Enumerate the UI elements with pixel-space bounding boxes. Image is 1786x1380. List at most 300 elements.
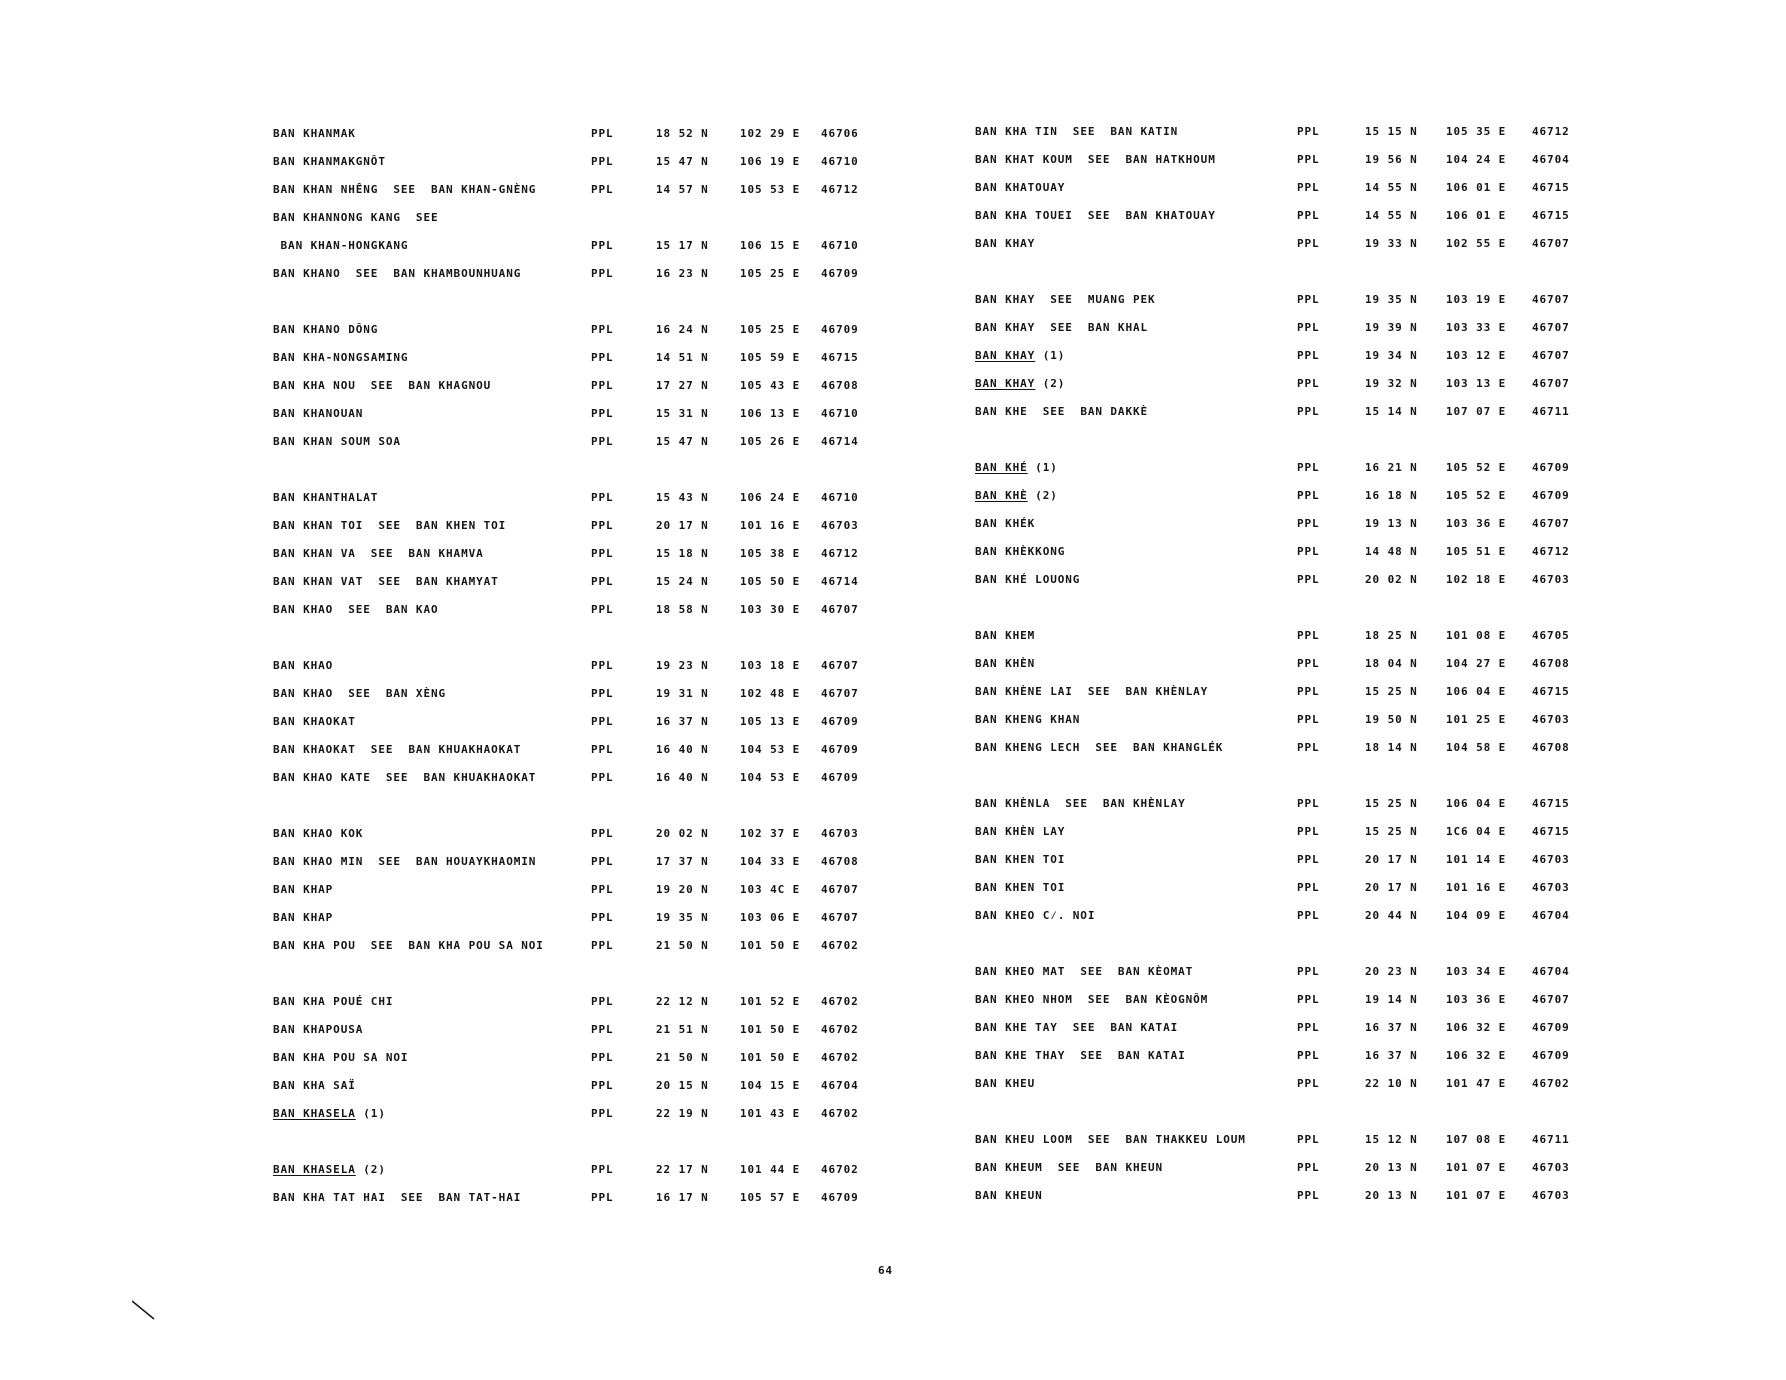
entry-sheet-code: 46708 bbox=[1532, 741, 1570, 754]
entry-name: BAN KHAN TOI SEE BAN KHEN TOI bbox=[273, 519, 507, 532]
entry-sheet-code: 46709 bbox=[821, 323, 859, 336]
entry-latitude: 16 37 N bbox=[1365, 1049, 1418, 1062]
entry-sheet-code: 46711 bbox=[1532, 405, 1570, 418]
entry-name: BAN KHANMAKGNÔT bbox=[273, 155, 386, 168]
entry-type: PPL bbox=[591, 687, 614, 700]
entry-name bbox=[975, 374, 1065, 394]
entry-name: BAN KHANNONG KANG SEE bbox=[273, 211, 439, 224]
entry-name: BAN KHE SEE BAN DAKKÈ bbox=[975, 405, 1149, 418]
entry-longitude: 106 24 E bbox=[740, 491, 801, 504]
entry-name-suffix: (1) bbox=[1027, 461, 1058, 474]
entry-longitude: 106 15 E bbox=[740, 239, 801, 252]
entry-latitude: 18 14 N bbox=[1365, 741, 1418, 754]
entry-sheet-code: 46715 bbox=[1532, 797, 1570, 810]
entry-sheet-code: 46712 bbox=[1532, 545, 1570, 558]
entry-latitude: 20 13 N bbox=[1365, 1189, 1418, 1202]
entry-type: PPL bbox=[1297, 237, 1320, 250]
entry-name: BAN KHEU bbox=[975, 1077, 1036, 1090]
entry-type: PPL bbox=[591, 603, 614, 616]
entry-type: PPL bbox=[591, 855, 614, 868]
entry-longitude: 105 53 E bbox=[740, 183, 801, 196]
entry-name-underlined: BAN KHÉ bbox=[975, 461, 1028, 474]
entry-name: BAN KHAN NHÊNG SEE BAN KHAN-GNÈNG bbox=[273, 183, 537, 196]
entry-latitude: 19 20 N bbox=[656, 883, 709, 896]
entry-sheet-code: 46704 bbox=[1532, 965, 1570, 978]
entry-type: PPL bbox=[591, 659, 614, 672]
entry-longitude: 106 13 E bbox=[740, 407, 801, 420]
entry-name: BAN KHAO KOK bbox=[273, 827, 364, 840]
entry-type: PPL bbox=[1297, 489, 1320, 502]
entry-sheet-code: 46711 bbox=[1532, 1133, 1570, 1146]
entry-latitude: 14 55 N bbox=[1365, 209, 1418, 222]
entry-sheet-code: 46707 bbox=[1532, 377, 1570, 390]
entry-name-underlined: BAN KHÈ bbox=[975, 489, 1028, 502]
entry-name: BAN KHA POU SA NOI bbox=[273, 1051, 409, 1064]
entry-longitude: 105 51 E bbox=[1446, 545, 1507, 558]
entry-name: BAN KHÈN LAY bbox=[975, 825, 1066, 838]
entry-latitude: 20 23 N bbox=[1365, 965, 1418, 978]
entry-type: PPL bbox=[591, 743, 614, 756]
entry-type: PPL bbox=[591, 267, 614, 280]
entry-longitude: 103 30 E bbox=[740, 603, 801, 616]
entry-sheet-code: 46709 bbox=[1532, 1021, 1570, 1034]
entry-sheet-code: 46707 bbox=[1532, 321, 1570, 334]
entry-type: PPL bbox=[591, 883, 614, 896]
entry-sheet-code: 46709 bbox=[1532, 461, 1570, 474]
entry-type: PPL bbox=[1297, 881, 1320, 894]
entry-longitude: 105 59 E bbox=[740, 351, 801, 364]
entry-type: PPL bbox=[1297, 909, 1320, 922]
entry-name-suffix: (1) bbox=[355, 1107, 386, 1120]
entry-type: PPL bbox=[1297, 1189, 1320, 1202]
entry-type: PPL bbox=[1297, 1133, 1320, 1146]
entry-type: PPL bbox=[591, 575, 614, 588]
entry-latitude: 21 50 N bbox=[656, 1051, 709, 1064]
entry-longitude: 105 52 E bbox=[1446, 461, 1507, 474]
entry-sheet-code: 46712 bbox=[821, 547, 859, 560]
entry-type: PPL bbox=[591, 939, 614, 952]
entry-name: BAN KHANO DÔNG bbox=[273, 323, 379, 336]
entry-longitude: 102 18 E bbox=[1446, 573, 1507, 586]
entry-type: PPL bbox=[1297, 657, 1320, 670]
entry-name: BAN KHAY SEE BAN KHAL bbox=[975, 321, 1149, 334]
entry-name: BAN KHAO KATE SEE BAN KHUAKHAOKAT bbox=[273, 771, 537, 784]
entry-longitude: 103 19 E bbox=[1446, 293, 1507, 306]
entry-longitude: 105 57 E bbox=[740, 1191, 801, 1204]
entry-type: PPL bbox=[1297, 1021, 1320, 1034]
entry-name: BAN KHEO MAT SEE BAN KÈOMAT bbox=[975, 965, 1194, 978]
entry-latitude: 20 02 N bbox=[1365, 573, 1418, 586]
entry-name: BAN KHÈKKONG bbox=[975, 545, 1066, 558]
entry-sheet-code: 46707 bbox=[821, 603, 859, 616]
entry-longitude: 106 19 E bbox=[740, 155, 801, 168]
entry-name: BAN KHEUN bbox=[975, 1189, 1043, 1202]
entry-longitude: 101 07 E bbox=[1446, 1189, 1507, 1202]
entry-type: PPL bbox=[591, 127, 614, 140]
entry-type: PPL bbox=[591, 435, 614, 448]
entry-longitude: 103 4C E bbox=[740, 883, 801, 896]
entry-name-suffix: (2) bbox=[1035, 377, 1066, 390]
entry-name: BAN KHAO SEE BAN XÈNG bbox=[273, 687, 447, 700]
entry-longitude: 102 37 E bbox=[740, 827, 801, 840]
entry-sheet-code: 46704 bbox=[1532, 909, 1570, 922]
entry-longitude: 106 32 E bbox=[1446, 1049, 1507, 1062]
entry-longitude: 106 01 E bbox=[1446, 209, 1507, 222]
entry-sheet-code: 46710 bbox=[821, 491, 859, 504]
entry-sheet-code: 46710 bbox=[821, 155, 859, 168]
entry-type: PPL bbox=[1297, 713, 1320, 726]
entry-longitude: 104 53 E bbox=[740, 771, 801, 784]
entry-latitude: 22 10 N bbox=[1365, 1077, 1418, 1090]
entry-latitude: 19 14 N bbox=[1365, 993, 1418, 1006]
entry-sheet-code: 46709 bbox=[821, 267, 859, 280]
entry-name: BAN KHÈN bbox=[975, 657, 1036, 670]
entry-type: PPL bbox=[1297, 545, 1320, 558]
entry-name bbox=[975, 458, 1058, 478]
entry-latitude: 15 15 N bbox=[1365, 125, 1418, 138]
entry-latitude: 16 37 N bbox=[656, 715, 709, 728]
entry-latitude: 18 04 N bbox=[1365, 657, 1418, 670]
entry-latitude: 19 13 N bbox=[1365, 517, 1418, 530]
entry-name: BAN KHAO bbox=[273, 659, 334, 672]
entry-name: BAN KHA SAÏ bbox=[273, 1079, 356, 1092]
entry-type: PPL bbox=[1297, 209, 1320, 222]
entry-type: PPL bbox=[1297, 125, 1320, 138]
entry-name: BAN KHAO MIN SEE BAN HOUAYKHAOMIN bbox=[273, 855, 537, 868]
entry-name: BAN KHAOKAT SEE BAN KHUAKHAOKAT bbox=[273, 743, 522, 756]
entry-sheet-code: 46707 bbox=[1532, 517, 1570, 530]
entry-type: PPL bbox=[591, 911, 614, 924]
entry-name: BAN KHE THAY SEE BAN KATAI bbox=[975, 1049, 1186, 1062]
entry-name bbox=[273, 1104, 386, 1124]
entry-name bbox=[273, 1160, 386, 1180]
entry-sheet-code: 46714 bbox=[821, 435, 859, 448]
entry-latitude: 15 43 N bbox=[656, 491, 709, 504]
entry-name: BAN KHANOUAN bbox=[273, 407, 364, 420]
entry-latitude: 15 47 N bbox=[656, 155, 709, 168]
entry-longitude: 104 15 E bbox=[740, 1079, 801, 1092]
entry-longitude: 101 47 E bbox=[1446, 1077, 1507, 1090]
entry-sheet-code: 46704 bbox=[821, 1079, 859, 1092]
entry-latitude: 22 12 N bbox=[656, 995, 709, 1008]
entry-sheet-code: 46703 bbox=[821, 519, 859, 532]
entry-type: PPL bbox=[591, 239, 614, 252]
entry-sheet-code: 46703 bbox=[1532, 853, 1570, 866]
entry-name: BAN KHA POUÉ CHI bbox=[273, 995, 394, 1008]
entry-type: PPL bbox=[1297, 825, 1320, 838]
entry-sheet-code: 46707 bbox=[1532, 237, 1570, 250]
entry-sheet-code: 46707 bbox=[821, 687, 859, 700]
entry-sheet-code: 46703 bbox=[1532, 1161, 1570, 1174]
entry-latitude: 17 27 N bbox=[656, 379, 709, 392]
entry-type: PPL bbox=[1297, 349, 1320, 362]
entry-type: PPL bbox=[1297, 741, 1320, 754]
entry-longitude: 103 34 E bbox=[1446, 965, 1507, 978]
entry-name-suffix: (2) bbox=[355, 1163, 386, 1176]
entry-sheet-code: 46702 bbox=[821, 1163, 859, 1176]
entry-longitude: 104 09 E bbox=[1446, 909, 1507, 922]
entry-type: PPL bbox=[1297, 405, 1320, 418]
entry-name: BAN KHEM bbox=[975, 629, 1036, 642]
entry-sheet-code: 46707 bbox=[1532, 993, 1570, 1006]
entry-sheet-code: 46702 bbox=[821, 995, 859, 1008]
entry-latitude: 20 17 N bbox=[1365, 881, 1418, 894]
entry-name: BAN KHAOKAT bbox=[273, 715, 356, 728]
entry-latitude: 19 50 N bbox=[1365, 713, 1418, 726]
entry-latitude: 18 25 N bbox=[1365, 629, 1418, 642]
entry-longitude: 104 58 E bbox=[1446, 741, 1507, 754]
entry-longitude: 106 32 E bbox=[1446, 1021, 1507, 1034]
entry-name: BAN KHANO SEE BAN KHAMBOUNHUANG bbox=[273, 267, 522, 280]
entry-latitude: 20 17 N bbox=[1365, 853, 1418, 866]
entry-sheet-code: 46703 bbox=[1532, 713, 1570, 726]
entry-latitude: 15 12 N bbox=[1365, 1133, 1418, 1146]
entry-type: PPL bbox=[1297, 993, 1320, 1006]
entry-name: BAN KHENG LECH SEE BAN KHANGLÉK bbox=[975, 741, 1224, 754]
entry-type: PPL bbox=[591, 407, 614, 420]
entry-latitude: 21 50 N bbox=[656, 939, 709, 952]
entry-latitude: 19 56 N bbox=[1365, 153, 1418, 166]
entry-longitude: 103 06 E bbox=[740, 911, 801, 924]
entry-name: BAN KHAY bbox=[975, 237, 1036, 250]
entry-sheet-code: 46708 bbox=[821, 379, 859, 392]
entry-longitude: 104 33 E bbox=[740, 855, 801, 868]
entry-name-underlined: BAN KHASELA bbox=[273, 1163, 356, 1176]
entry-latitude: 18 52 N bbox=[656, 127, 709, 140]
entry-name: BAN KHAN-HONGKANG bbox=[273, 239, 409, 252]
entry-type: PPL bbox=[1297, 517, 1320, 530]
entry-latitude: 20 02 N bbox=[656, 827, 709, 840]
entry-latitude: 14 51 N bbox=[656, 351, 709, 364]
entry-name-underlined: BAN KHAY bbox=[975, 377, 1036, 390]
entry-latitude: 16 40 N bbox=[656, 771, 709, 784]
entry-longitude: 101 44 E bbox=[740, 1163, 801, 1176]
entry-sheet-code: 46709 bbox=[1532, 1049, 1570, 1062]
entry-name-suffix: (2) bbox=[1027, 489, 1058, 502]
entry-type: PPL bbox=[1297, 797, 1320, 810]
entry-type: PPL bbox=[1297, 685, 1320, 698]
entry-latitude: 17 37 N bbox=[656, 855, 709, 868]
entry-sheet-code: 46705 bbox=[1532, 629, 1570, 642]
entry-sheet-code: 46715 bbox=[821, 351, 859, 364]
entry-longitude: 107 07 E bbox=[1446, 405, 1507, 418]
entry-longitude: 101 16 E bbox=[1446, 881, 1507, 894]
entry-latitude: 16 17 N bbox=[656, 1191, 709, 1204]
entry-name: BAN KHÉK bbox=[975, 517, 1036, 530]
entry-sheet-code: 46707 bbox=[821, 883, 859, 896]
entry-type: PPL bbox=[591, 547, 614, 560]
entry-name: BAN KHEO C⁄. NOI bbox=[975, 909, 1096, 922]
entry-longitude: 105 38 E bbox=[740, 547, 801, 560]
entry-type: PPL bbox=[591, 183, 614, 196]
entry-latitude: 16 21 N bbox=[1365, 461, 1418, 474]
entry-name: BAN KHEU LOOM SEE BAN THAKKEU LOUM bbox=[975, 1133, 1246, 1146]
entry-type: PPL bbox=[1297, 1077, 1320, 1090]
entry-longitude: 106 04 E bbox=[1446, 685, 1507, 698]
entry-latitude: 14 55 N bbox=[1365, 181, 1418, 194]
entry-longitude: 105 50 E bbox=[740, 575, 801, 588]
entry-longitude: 105 43 E bbox=[740, 379, 801, 392]
entry-name: BAN KHA TAT HAI SEE BAN TAT-HAI bbox=[273, 1191, 522, 1204]
entry-sheet-code: 46704 bbox=[1532, 153, 1570, 166]
entry-longitude: 1C6 04 E bbox=[1446, 825, 1507, 838]
entry-sheet-code: 46703 bbox=[1532, 573, 1570, 586]
entry-latitude: 19 39 N bbox=[1365, 321, 1418, 334]
entry-type: PPL bbox=[591, 771, 614, 784]
entry-longitude: 101 50 E bbox=[740, 939, 801, 952]
entry-name bbox=[975, 346, 1065, 366]
entry-type: PPL bbox=[1297, 573, 1320, 586]
entry-type: PPL bbox=[1297, 1161, 1320, 1174]
entry-sheet-code: 46707 bbox=[821, 911, 859, 924]
entry-type: PPL bbox=[591, 1163, 614, 1176]
entry-sheet-code: 46702 bbox=[821, 1107, 859, 1120]
page-number: 64 bbox=[878, 1264, 893, 1277]
entry-sheet-code: 46702 bbox=[821, 1023, 859, 1036]
entry-name: BAN KHANMAK bbox=[273, 127, 356, 140]
entry-longitude: 103 13 E bbox=[1446, 377, 1507, 390]
entry-type: PPL bbox=[1297, 153, 1320, 166]
entry-longitude: 101 16 E bbox=[740, 519, 801, 532]
entry-latitude: 20 44 N bbox=[1365, 909, 1418, 922]
entry-latitude: 22 19 N bbox=[656, 1107, 709, 1120]
entry-longitude: 101 50 E bbox=[740, 1051, 801, 1064]
entry-longitude: 105 25 E bbox=[740, 323, 801, 336]
entry-type: PPL bbox=[1297, 629, 1320, 642]
entry-longitude: 101 08 E bbox=[1446, 629, 1507, 642]
entry-latitude: 16 37 N bbox=[1365, 1021, 1418, 1034]
entry-name: BAN KHAY SEE MUANG PEK bbox=[975, 293, 1156, 306]
entry-type: PPL bbox=[591, 1191, 614, 1204]
entry-type: PPL bbox=[1297, 181, 1320, 194]
entry-longitude: 101 52 E bbox=[740, 995, 801, 1008]
entry-name: BAN KHAN VA SEE BAN KHAMVA bbox=[273, 547, 484, 560]
entry-type: PPL bbox=[1297, 1049, 1320, 1062]
entry-sheet-code: 46707 bbox=[821, 659, 859, 672]
entry-latitude: 16 18 N bbox=[1365, 489, 1418, 502]
entry-longitude: 101 43 E bbox=[740, 1107, 801, 1120]
entry-name: BAN KHAT KOUM SEE BAN HATKHOUM bbox=[975, 153, 1216, 166]
entry-sheet-code: 46703 bbox=[1532, 1189, 1570, 1202]
entry-longitude: 107 08 E bbox=[1446, 1133, 1507, 1146]
entry-sheet-code: 46714 bbox=[821, 575, 859, 588]
entry-name: BAN KHÈNLA SEE BAN KHÈNLAY bbox=[975, 797, 1186, 810]
entry-longitude: 106 01 E bbox=[1446, 181, 1507, 194]
entry-longitude: 103 12 E bbox=[1446, 349, 1507, 362]
entry-latitude: 19 35 N bbox=[1365, 293, 1418, 306]
entry-longitude: 105 26 E bbox=[740, 435, 801, 448]
entry-type: PPL bbox=[591, 519, 614, 532]
entry-type: PPL bbox=[591, 1107, 614, 1120]
entry-latitude: 21 51 N bbox=[656, 1023, 709, 1036]
entry-latitude: 19 23 N bbox=[656, 659, 709, 672]
entry-sheet-code: 46709 bbox=[821, 715, 859, 728]
entry-latitude: 15 17 N bbox=[656, 239, 709, 252]
entry-name: BAN KHEN TOI bbox=[975, 881, 1066, 894]
entry-sheet-code: 46708 bbox=[1532, 657, 1570, 670]
entry-latitude: 19 34 N bbox=[1365, 349, 1418, 362]
entry-name: BAN KHÉ LOUONG bbox=[975, 573, 1081, 586]
entry-type: PPL bbox=[591, 155, 614, 168]
entry-latitude: 16 40 N bbox=[656, 743, 709, 756]
entry-latitude: 19 32 N bbox=[1365, 377, 1418, 390]
entry-type: PPL bbox=[1297, 853, 1320, 866]
entry-latitude: 22 17 N bbox=[656, 1163, 709, 1176]
entry-latitude: 15 25 N bbox=[1365, 825, 1418, 838]
entry-type: PPL bbox=[1297, 461, 1320, 474]
entry-longitude: 105 52 E bbox=[1446, 489, 1507, 502]
entry-name: BAN KHE TAY SEE BAN KATAI bbox=[975, 1021, 1179, 1034]
entry-latitude: 15 47 N bbox=[656, 435, 709, 448]
entry-longitude: 102 48 E bbox=[740, 687, 801, 700]
entry-longitude: 104 24 E bbox=[1446, 153, 1507, 166]
entry-type: PPL bbox=[591, 1051, 614, 1064]
entry-type: PPL bbox=[1297, 965, 1320, 978]
entry-longitude: 102 29 E bbox=[740, 127, 801, 140]
entry-latitude: 15 25 N bbox=[1365, 797, 1418, 810]
entry-latitude: 14 48 N bbox=[1365, 545, 1418, 558]
entry-sheet-code: 46715 bbox=[1532, 209, 1570, 222]
entry-name: BAN KHENG KHAN bbox=[975, 713, 1081, 726]
entry-latitude: 15 14 N bbox=[1365, 405, 1418, 418]
entry-name: BAN KHANTHALAT bbox=[273, 491, 379, 504]
entry-longitude: 103 36 E bbox=[1446, 993, 1507, 1006]
entry-name: BAN KHAP bbox=[273, 911, 334, 924]
entry-sheet-code: 46708 bbox=[821, 855, 859, 868]
entry-sheet-code: 46702 bbox=[821, 939, 859, 952]
entry-type: PPL bbox=[591, 827, 614, 840]
entry-name: BAN KHA POU SEE BAN KHA POU SA NOI bbox=[273, 939, 544, 952]
entry-latitude: 15 25 N bbox=[1365, 685, 1418, 698]
entry-name bbox=[975, 486, 1058, 506]
entry-name: BAN KHAP bbox=[273, 883, 334, 896]
entry-sheet-code: 46709 bbox=[821, 771, 859, 784]
entry-latitude: 15 18 N bbox=[656, 547, 709, 560]
entry-sheet-code: 46715 bbox=[1532, 825, 1570, 838]
entry-name: BAN KHEN TOI bbox=[975, 853, 1066, 866]
entry-longitude: 102 55 E bbox=[1446, 237, 1507, 250]
entry-longitude: 101 25 E bbox=[1446, 713, 1507, 726]
stray-pen-mark bbox=[132, 1299, 156, 1323]
entry-longitude: 106 04 E bbox=[1446, 797, 1507, 810]
entry-sheet-code: 46703 bbox=[1532, 881, 1570, 894]
entry-name: BAN KHA NOU SEE BAN KHAGNOU bbox=[273, 379, 492, 392]
entry-name: BAN KHEUM SEE BAN KHEUN bbox=[975, 1161, 1164, 1174]
entry-type: PPL bbox=[591, 1023, 614, 1036]
entry-sheet-code: 46710 bbox=[821, 239, 859, 252]
entry-name: BAN KHÈNE LAI SEE BAN KHÈNLAY bbox=[975, 685, 1209, 698]
entry-type: PPL bbox=[591, 351, 614, 364]
entry-longitude: 105 13 E bbox=[740, 715, 801, 728]
entry-sheet-code: 46712 bbox=[1532, 125, 1570, 138]
entry-sheet-code: 46710 bbox=[821, 407, 859, 420]
entry-latitude: 18 58 N bbox=[656, 603, 709, 616]
entry-latitude: 20 13 N bbox=[1365, 1161, 1418, 1174]
entry-type: PPL bbox=[1297, 321, 1320, 334]
entry-sheet-code: 46702 bbox=[1532, 1077, 1570, 1090]
entry-sheet-code: 46709 bbox=[821, 1191, 859, 1204]
entry-latitude: 14 57 N bbox=[656, 183, 709, 196]
entry-type: PPL bbox=[591, 323, 614, 336]
entry-sheet-code: 46709 bbox=[1532, 489, 1570, 502]
entry-latitude: 19 31 N bbox=[656, 687, 709, 700]
entry-sheet-code: 46707 bbox=[1532, 293, 1570, 306]
entry-latitude: 16 23 N bbox=[656, 267, 709, 280]
entry-name-suffix: (1) bbox=[1035, 349, 1066, 362]
entry-type: PPL bbox=[591, 715, 614, 728]
entry-name: BAN KHA-NONGSAMING bbox=[273, 351, 409, 364]
entry-latitude: 20 17 N bbox=[656, 519, 709, 532]
